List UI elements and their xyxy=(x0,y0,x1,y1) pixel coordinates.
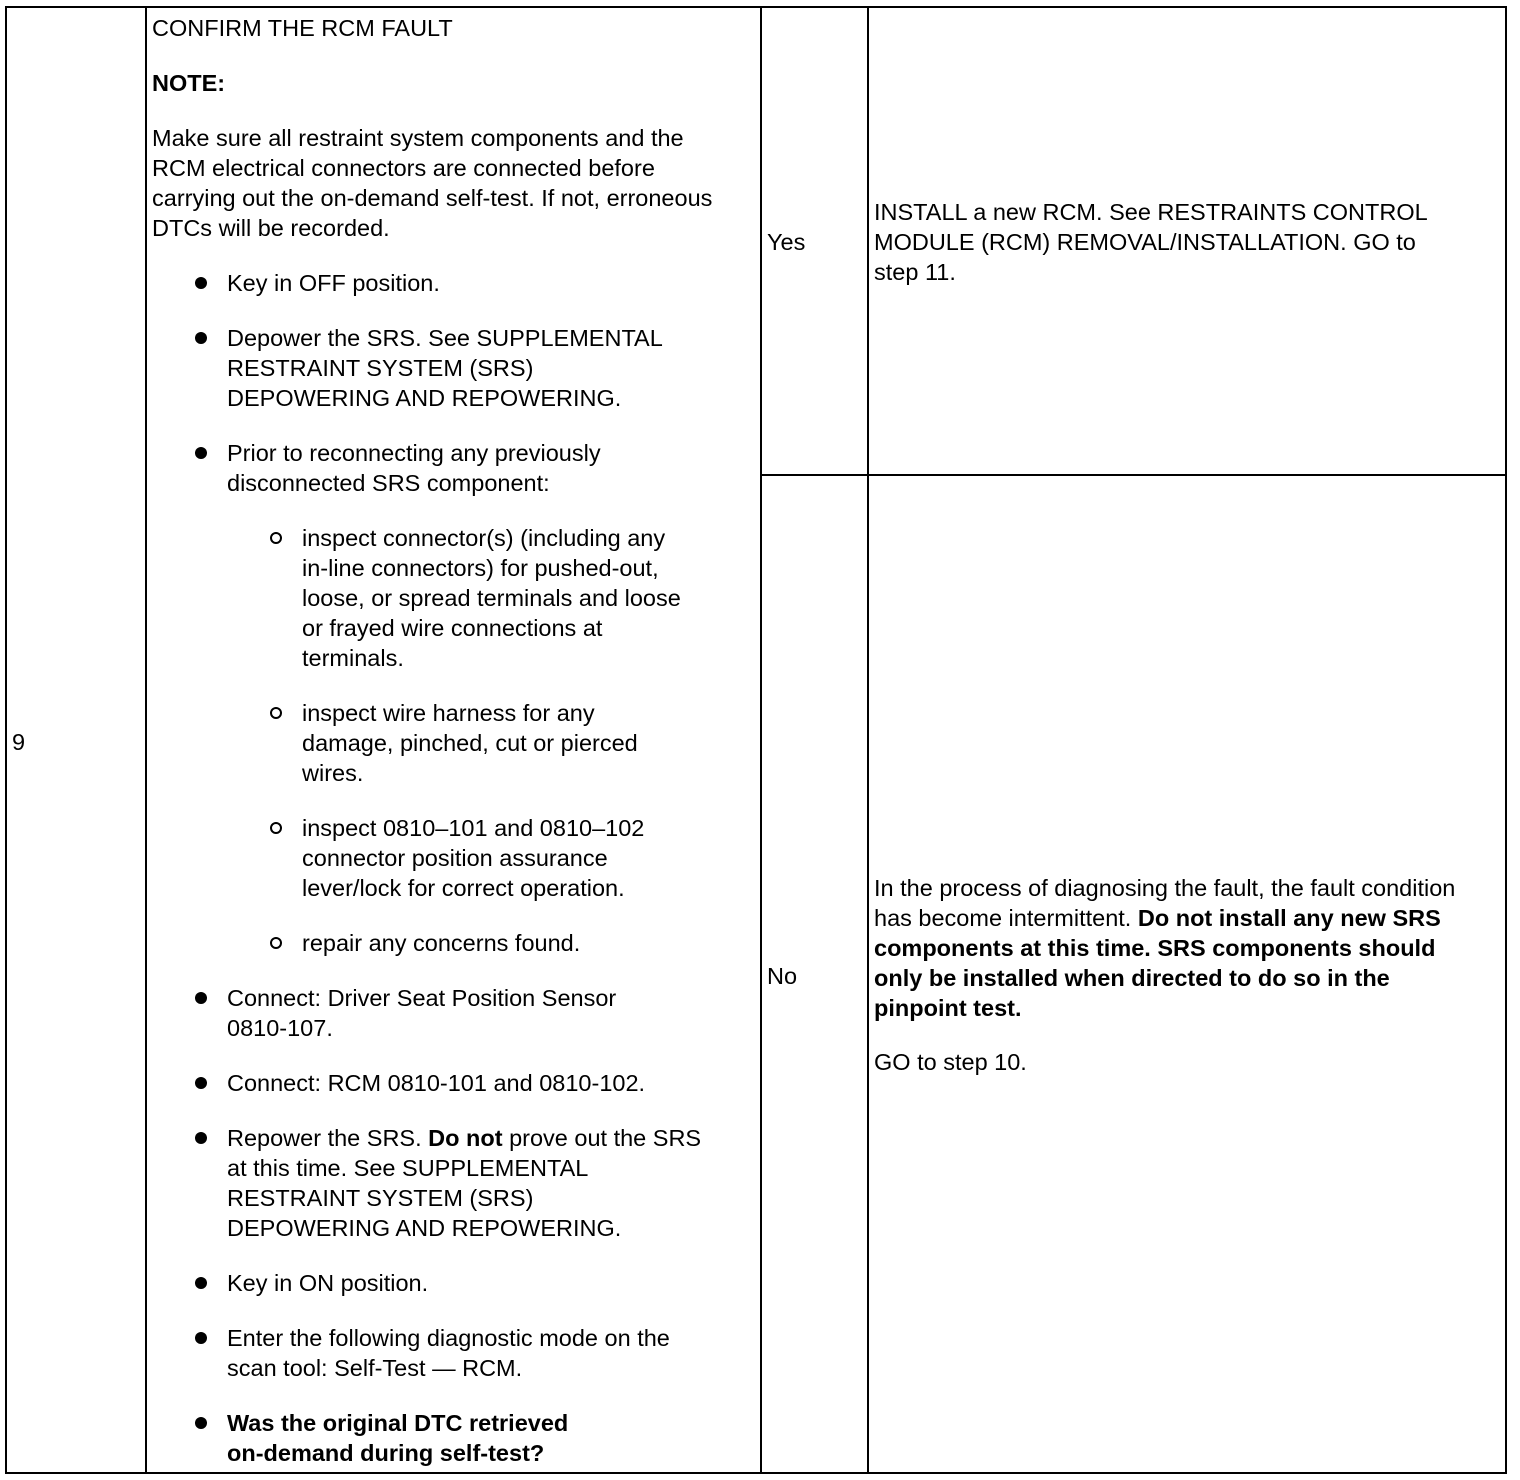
bullet-enter-mode: scan tool: Self-Test — RCM. xyxy=(227,1355,523,1381)
result-no-warning: Do not install any new SRS xyxy=(1137,905,1441,931)
sub-bullet-inspect-connectors: terminals. xyxy=(302,645,404,671)
step-number: 9 xyxy=(12,729,26,755)
repower-text: Repower the SRS. xyxy=(227,1125,429,1151)
row-divider xyxy=(760,474,1507,476)
bullet-question: on-demand during self-test? xyxy=(227,1440,545,1466)
bullet-enter-mode: Enter the following diagnostic mode on the xyxy=(227,1325,670,1351)
bullet-repower: at this time. See SUPPLEMENTAL xyxy=(227,1155,589,1181)
sub-bullet-inspect-cpa: inspect 0810–101 and 0810–102 xyxy=(302,815,645,841)
column-divider xyxy=(760,6,762,1474)
result-no-action: In the process of diagnosing the fault, the fault condition xyxy=(874,875,1456,901)
sub-bullet-inspect-connectors: or frayed wire connections at xyxy=(302,615,603,641)
note-text: Make sure all restraint system components and the xyxy=(152,125,684,151)
procedure-title: CONFIRM THE RCM FAULT xyxy=(152,15,453,41)
bullet-icon xyxy=(195,1277,207,1289)
bullet-question: Was the original DTC retrieved xyxy=(227,1410,569,1436)
repower-warning: Do not xyxy=(428,1125,503,1151)
note-text: DTCs will be recorded. xyxy=(152,215,390,241)
bullet-repower: DEPOWERING AND REPOWERING. xyxy=(227,1215,622,1241)
sub-bullet-icon xyxy=(270,532,282,544)
sub-bullet-inspect-connectors: loose, or spread terminals and loose xyxy=(302,585,681,611)
column-divider xyxy=(867,6,869,1474)
result-yes-action: step 11. xyxy=(874,259,956,285)
bullet-key-off: Key in OFF position. xyxy=(227,270,440,296)
sub-bullet-repair: repair any concerns found. xyxy=(302,930,581,956)
result-no-text: has become intermittent. xyxy=(874,905,1138,931)
bullet-repower: RESTRAINT SYSTEM (SRS) xyxy=(227,1185,534,1211)
result-yes-label: Yes xyxy=(767,229,806,255)
bullet-depower: DEPOWERING AND REPOWERING. xyxy=(227,385,622,411)
repower-text: prove out the SRS xyxy=(502,1125,702,1151)
result-no-goto: GO to step 10. xyxy=(874,1049,1027,1075)
bullet-connect-seat: Connect: Driver Seat Position Sensor xyxy=(227,985,617,1011)
result-no-warning: components at this time. SRS components should xyxy=(874,935,1436,961)
bullet-icon xyxy=(195,277,207,289)
sub-bullet-inspect-cpa: connector position assurance xyxy=(302,845,608,871)
sub-bullet-inspect-harness: damage, pinched, cut or pierced xyxy=(302,730,638,756)
sub-bullet-icon xyxy=(270,937,282,949)
sub-bullet-inspect-connectors: in-line connectors) for pushed-out, xyxy=(302,555,659,581)
sub-bullet-icon xyxy=(270,822,282,834)
bullet-icon xyxy=(195,1077,207,1089)
bullet-depower: RESTRAINT SYSTEM (SRS) xyxy=(227,355,534,381)
bullet-icon xyxy=(195,1332,207,1344)
bullet-key-on: Key in ON position. xyxy=(227,1270,429,1296)
bullet-prior: Prior to reconnecting any previously xyxy=(227,440,601,466)
bullet-icon xyxy=(195,992,207,1004)
bullet-depower: Depower the SRS. See SUPPLEMENTAL xyxy=(227,325,663,351)
sub-bullet-icon xyxy=(270,707,282,719)
note-text: RCM electrical connectors are connected before xyxy=(152,155,655,181)
result-no-warning: pinpoint test. xyxy=(874,995,1022,1021)
bullet-connect-seat: 0810-107. xyxy=(227,1015,333,1041)
bullet-prior: disconnected SRS component: xyxy=(227,470,550,496)
note-label: NOTE: xyxy=(152,70,226,96)
bullet-icon xyxy=(195,332,207,344)
bullet-connect-rcm: Connect: RCM 0810-101 and 0810-102. xyxy=(227,1070,646,1096)
bullet-icon xyxy=(195,1417,207,1429)
bullet-icon xyxy=(195,447,207,459)
bullet-repower xyxy=(227,1123,701,1153)
result-no-action xyxy=(874,903,1441,933)
result-yes-action: INSTALL a new RCM. See RESTRAINTS CONTROL xyxy=(874,199,1428,225)
sub-bullet-inspect-harness: wires. xyxy=(302,760,364,786)
sub-bullet-inspect-connectors: inspect connector(s) (including any xyxy=(302,525,666,551)
sub-bullet-inspect-cpa: lever/lock for correct operation. xyxy=(302,875,625,901)
column-divider xyxy=(145,6,147,1474)
result-no-warning: only be installed when directed to do so in the xyxy=(874,965,1390,991)
result-yes-action: MODULE (RCM) REMOVAL/INSTALLATION. GO to xyxy=(874,229,1416,255)
result-no-label: No xyxy=(767,963,798,989)
sub-bullet-inspect-harness: inspect wire harness for any xyxy=(302,700,595,726)
bullet-icon xyxy=(195,1132,207,1144)
note-text: carrying out the on-demand self-test. If not, erroneous xyxy=(152,185,713,211)
